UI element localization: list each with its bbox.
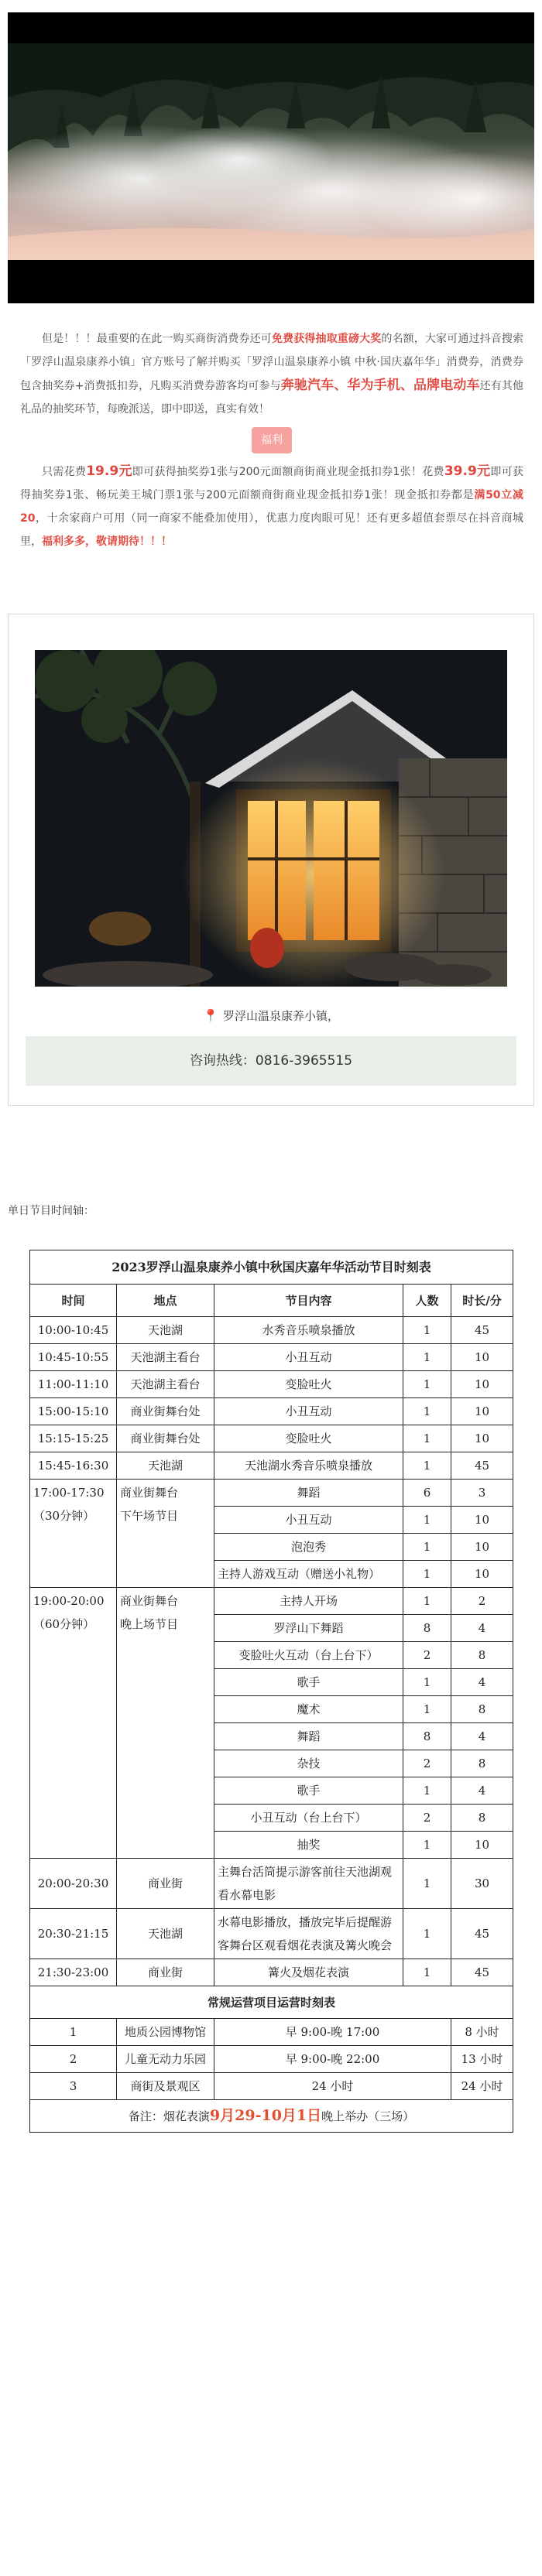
schedule-table bbox=[29, 1250, 513, 2133]
table-header-row: 时间 地点 节目内容 人数 时长/分 bbox=[30, 1285, 513, 1317]
table-row: 1 地质公园博物馆 早 9:00-晚 17:00 8 小时 bbox=[30, 2019, 513, 2046]
table-row: 20:00-20:30 商业街 主舞台活筒提示游客前往天池湖观看水幕电影 1 30 bbox=[30, 1859, 513, 1909]
table-title: 2023罗浮山温泉康养小镇中秋国庆嘉年华活动节目时刻表 bbox=[30, 1250, 513, 1285]
table-row: 15:15-15:25 商业街舞台处 变脸吐火 1 10 bbox=[30, 1425, 513, 1452]
table-row: 抽奖 1 10 bbox=[30, 1832, 513, 1859]
schedule-table-wrap bbox=[29, 1250, 513, 2133]
table-row: 19:00-20:00 （60分钟） 商业街舞台 晚上场节目 主持人开场 1 2 bbox=[30, 1588, 513, 1615]
hot-spring-mist-image bbox=[8, 12, 534, 303]
subtable-title: 常规运营项目运营时刻表 bbox=[30, 1986, 513, 2019]
table-row: 变脸吐火互动（台上台下） 2 8 bbox=[30, 1642, 513, 1669]
location-label[interactable]: 📍 罗浮山温泉康养小镇， bbox=[203, 1008, 339, 1023]
table-row: 罗浮山下舞蹈 8 4 bbox=[30, 1615, 513, 1642]
location-card bbox=[8, 614, 534, 1106]
hotline[interactable]: 咨询热线：0816-3965515 bbox=[26, 1036, 516, 1086]
table-row: 小丑互动（台上台下） 2 8 bbox=[30, 1805, 513, 1832]
table-row: 10:00-10:45 天池湖 水秀音乐喷泉播放 1 45 bbox=[30, 1317, 513, 1344]
table-row: 舞蹈 8 4 bbox=[30, 1723, 513, 1750]
table-row: 17:00-17:30 （30分钟） 商业街舞台 下午场节目 舞蹈 6 3 bbox=[30, 1480, 513, 1507]
table-row: 歌手 1 4 bbox=[30, 1777, 513, 1805]
spa-building-photo bbox=[35, 650, 507, 987]
table-row: 主持人游戏互动（赠送小礼物） 1 10 bbox=[30, 1561, 513, 1588]
table-row: 3 商街及景观区 24 小时 24 小时 bbox=[30, 2073, 513, 2100]
table-row: 15:00-15:10 商业街舞台处 小丑互动 1 10 bbox=[30, 1398, 513, 1425]
table-row: 歌手 1 4 bbox=[30, 1669, 513, 1696]
table-row: 小丑互动 1 10 bbox=[30, 1507, 513, 1534]
table-row: 杂技 2 8 bbox=[30, 1750, 513, 1777]
intro-section bbox=[20, 327, 523, 553]
table-row: 21:30-23:00 商业街 篝火及烟花表演 1 45 bbox=[30, 1959, 513, 1986]
intro-paragraph-1: 但是！！！最重要的在此一购买商街消费券还可免费获得抽取重磅大奖的名额，大家可通过抖音搜索「罗浮山温泉康养小镇」官方账号了解并购买「罗浮山温泉康养小镇 中秋·国庆嘉年华」消费券，消费券包含抽奖券+消费抵扣券，凡购买消费券游客均可参与奔驰汽车、华为手机、品牌电动车还有其他礼品的抽奖环节，每晚派送，即中即送，真实有效！ bbox=[20, 333, 524, 416]
intro-paragraph-2: 只需花费19.9元即可获得抽奖券1张与200元面额商街商业现金抵扣券1张！花费39.9元即可获得抽奖券1张、畅玩美王城门票1张与200元面额商街商业现金抵扣券1张！现金抵扣券都是满50立减20，十余家商户可用（同一商家不能叠加使用），优惠力度肉眼可见！还有更多超值套票尽在抖音商城里，福利多多，敬请期待！！！ bbox=[20, 464, 523, 548]
table-row: 2 儿童无动力乐园 早 9:00-晚 22:00 13 小时 bbox=[30, 2046, 513, 2073]
hero-image bbox=[8, 12, 534, 303]
table-row: 11:00-11:10 天池湖主看台 变脸吐火 1 10 bbox=[30, 1371, 513, 1398]
table-row: 泡泡秀 1 10 bbox=[30, 1534, 513, 1561]
schedule-label: 单日节目时间轴： bbox=[8, 1205, 94, 1217]
table-row: 10:45-10:55 天池湖主看台 小丑互动 1 10 bbox=[30, 1344, 513, 1371]
table-row: 20:30-21:15 天池湖 水幕电影播放，播放完毕后提醒游客舞台区观看烟花表演及篝火晚会 1 45 bbox=[30, 1909, 513, 1959]
welfare-tag: 福利 bbox=[252, 427, 292, 453]
table-note: 备注：烟花表演9月29-10月1日晚上举办（三场） bbox=[30, 2100, 513, 2133]
table-row: 15:45-16:30 天池湖 天池湖水秀音乐喷泉播放 1 45 bbox=[30, 1452, 513, 1480]
location-pin-icon: 📍 bbox=[203, 1008, 218, 1023]
table-row: 魔术 1 8 bbox=[30, 1696, 513, 1723]
